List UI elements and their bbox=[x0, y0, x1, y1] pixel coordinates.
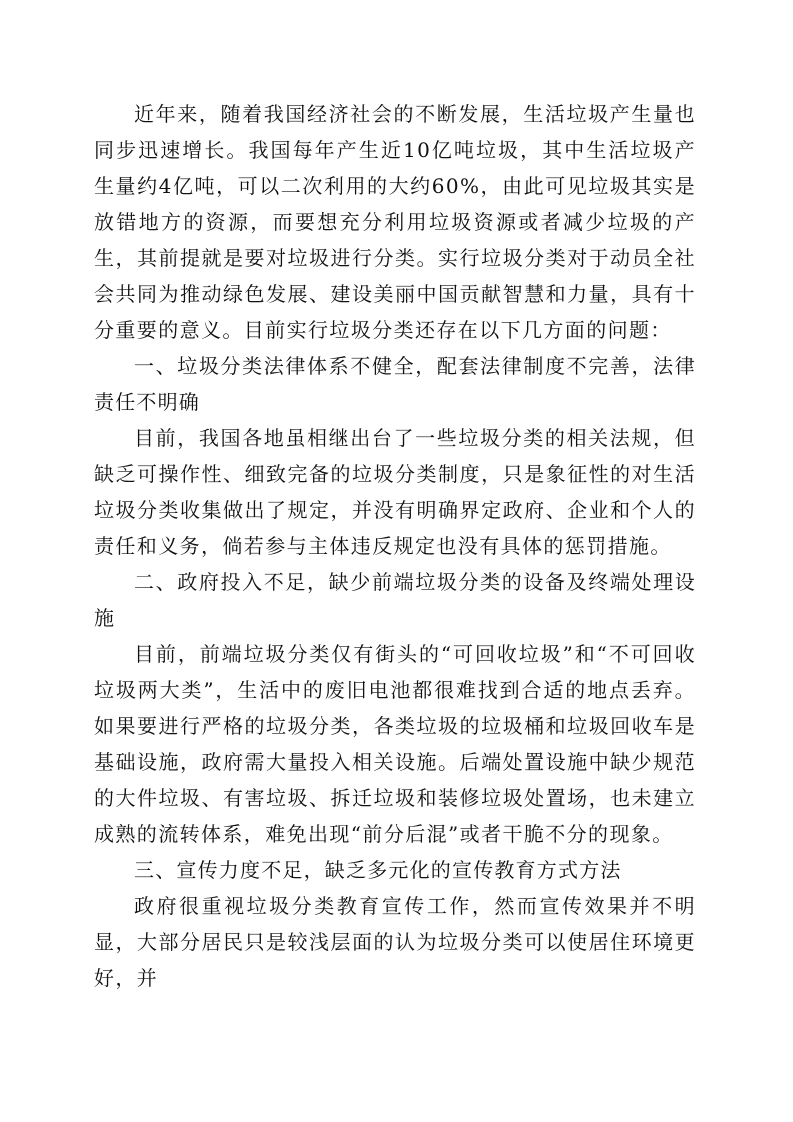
section-heading-2: 二、政府投入不足，缺少前端垃圾分类的设备及终端处理设施 bbox=[94, 570, 696, 630]
intro-paragraph: 近年来，随着我国经济社会的不断发展，生活垃圾产生量也同步迅速增长。我国每年产生近10亿吨垃圾，其中生活垃圾产生量约4亿吨，可以二次利用的大约60%，由此可见垃圾其实是放错地方的资源，而要想充分利用垃圾资源或者减少垃圾的产生，其前提就是要对垃圾进行分类。实行垃圾分类对于动员全社会共同为推动绿色发展、建设美丽中国贡献智慧和力量，具有十分重要的意义。目前实行垃圾分类还存在以下几方面的问题： bbox=[94, 102, 696, 342]
document-body bbox=[94, 96, 696, 996]
section-2-paragraph: 目前，前端垃圾分类仅有街头的“可回收垃圾”和“不可回收垃圾两大类”，生活中的废旧电池都很难找到合适的地点丢弃。如果要进行严格的垃圾分类，各类垃圾的垃圾桶和垃圾回收车是基础设施，政府需大量投入相关设施。后端处置设施中缺少规范的大件垃圾、有害垃圾、拆迁垃圾和装修垃圾处置场，也未建立成熟的流转体系，难免出现“前分后混”或者干脆不分的现象。 bbox=[94, 642, 696, 846]
section-1-paragraph: 目前，我国各地虽相继出台了一些垃圾分类的相关法规，但缺乏可操作性、细致完备的垃圾分类制度，只是象征性的对生活垃圾分类收集做出了规定，并没有明确界定政府、企业和个人的责任和义务，倘若参与主体违反规定也没有具体的惩罚措施。 bbox=[94, 426, 696, 558]
section-heading-3: 三、宣传力度不足，缺乏多元化的宣传教育方式方法 bbox=[134, 858, 622, 882]
section-3-paragraph: 政府很重视垃圾分类教育宣传工作，然而宣传效果并不明显，大部分居民只是较浅层面的认为垃圾分类可以使居住环境更好，并 bbox=[94, 894, 696, 990]
section-heading-1: 一、垃圾分类法律体系不健全，配套法律制度不完善，法律责任不明确 bbox=[94, 354, 696, 414]
